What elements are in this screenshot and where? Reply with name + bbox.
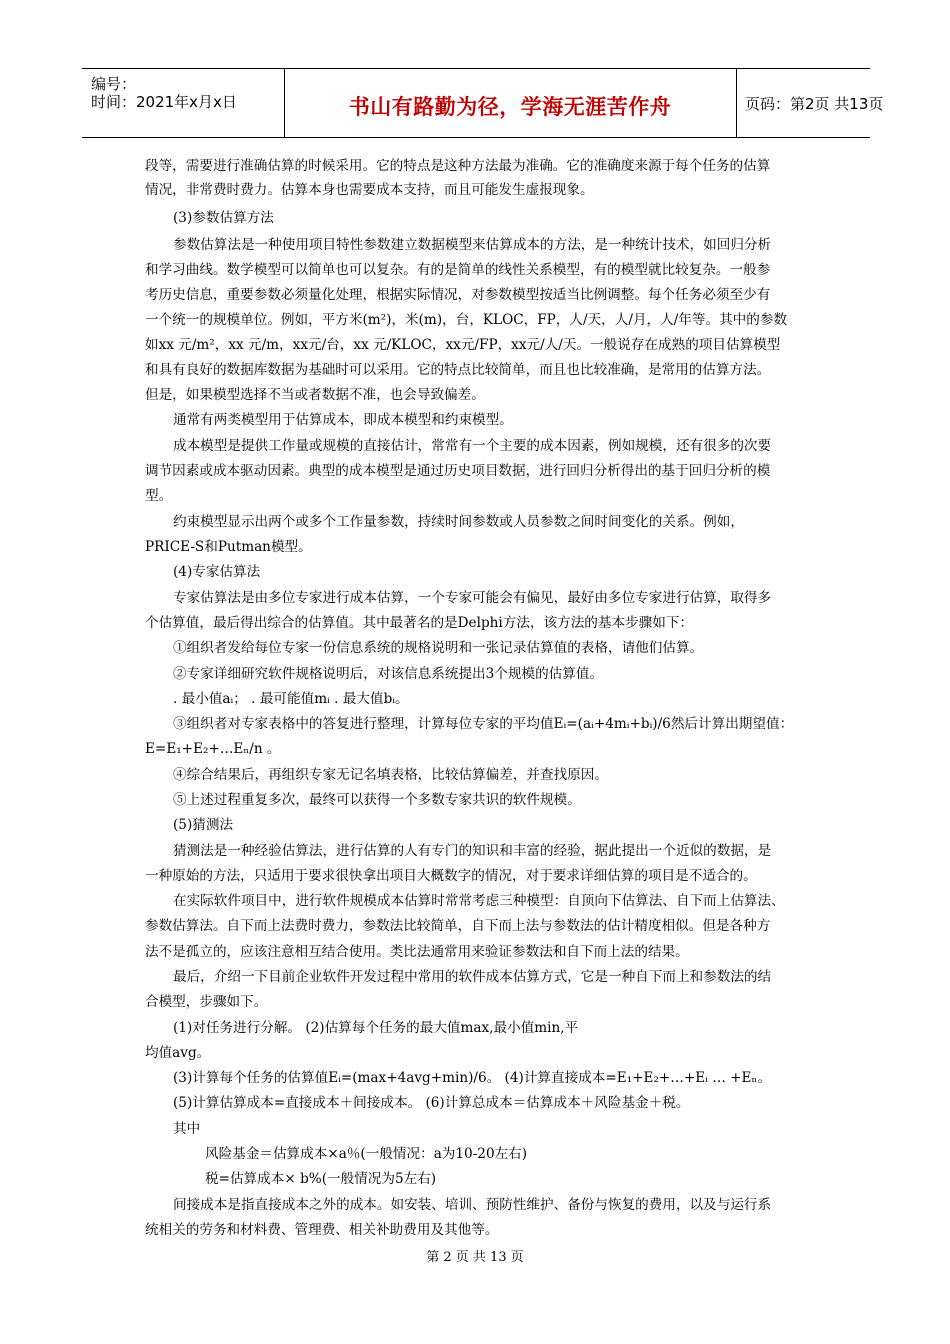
list-item: 均值avg。	[145, 1045, 211, 1061]
list-item: ②专家详细研究软件规格说明后，对该信息系统提出3个规模的估算值。	[173, 666, 604, 682]
body-line: 间接成本是指直接成本之外的成本。如安装、培训、预防性维护、备份与恢复的费用，以及与运行系	[173, 1197, 772, 1213]
body-line: 调节因素或成本驱动因素。典型的成本模型是通过历史项目数据，进行回归分析得出的基于回归分析的模	[145, 463, 771, 479]
body-line: 成本模型是提供工作量或规模的直接估计，常常有一个主要的成本因素，例如规模，还有很多的次要	[173, 438, 772, 454]
body-line: 一种原始的方法，只适用于要求很快拿出项目大概数字的情况，对于要求详细估算的项目是不适合的。	[145, 868, 757, 884]
header-info-cell	[82, 69, 285, 137]
list-item: (1)对任务进行分解。 (2)估算每个任务的最大值max,最小值min,平	[173, 1020, 579, 1036]
list-item: ③组织者对专家表格中的答复进行整理，计算每位专家的平均值Eᵢ=(aᵢ+4mᵢ+bᵢ)/6然后计算出期望值：	[173, 716, 794, 732]
page-header	[82, 68, 884, 138]
formula-line: 风险基金＝估算成本×a％(一般情况：a为10-20左右)	[205, 1146, 528, 1162]
section-heading: (5)猜测法	[173, 817, 234, 833]
document-number-label: 编号：	[91, 75, 137, 93]
list-item: ①组织者发给每位专家一份信息系统的规格说明和一张记录估算值的表格，请他们估算。	[173, 640, 704, 656]
page-footer: 第 2 页 共 13 页	[426, 1250, 524, 1265]
list-item: ⑤上述过程重复多次，最终可以获得一个多数专家共识的软件规模。	[173, 792, 581, 808]
section-heading: (4)专家估算法	[173, 564, 261, 580]
formula-line: E=E₁+E₂+…Eₙ/n 。	[145, 741, 281, 757]
header-page-cell	[736, 69, 884, 137]
body-line: 约束模型显示出两个或多个工作量参数，持续时间参数或人员参数之间时间变化的关系。例如，	[173, 514, 744, 530]
body-line: 考历史信息，重要参数必须量化处理，根据实际情况，对参数模型按适当比例调整。每个任务必须至少有	[145, 287, 771, 303]
list-item: (5)计算估算成本=直接成本＋间接成本。 (6)计算总成本＝估算成本＋风险基金＋税。	[173, 1095, 690, 1111]
section-heading: (3)参数估算方法	[173, 210, 274, 226]
body-line: 参数估算法。自下而上法费时费力，参数法比较简单，自下而上法与参数法的估计精度相似。但是各种方	[145, 918, 771, 934]
body-line: 如xx 元/m²，xx 元/m，xx元/台，xx 元/KLOC，xx元/FP，xx元/人/天。一般说存在成熟的项目估算模型	[145, 337, 781, 353]
formula-line: 税=估算成本× b%(一般情况为5左右)	[205, 1171, 437, 1187]
body-line: 猜测法是一种经验估算法，进行估算的人有专门的知识和丰富的经验，据此提出一个近似的数据，是	[173, 843, 772, 859]
document-time-label: 时间：2021年x月x日	[91, 93, 237, 111]
list-item: (3)计算每个任务的估算值Eᵢ=(max+4avg+min)/6。 (4)计算直接成本=E₁+E₂+…+Eᵢ … +Eₙ。	[173, 1070, 771, 1086]
header-motto-cell	[284, 69, 737, 137]
body-line: 统相关的劳务和材料费、管理费、相关补助费用及其他等。	[145, 1222, 499, 1238]
list-item: . 最小值aᵢ； . 最可能值mᵢ . 最大值bᵢ。	[173, 691, 409, 707]
body-line: 最后，介绍一下目前企业软件开发过程中常用的软件成本估算方式，它是一种自下而上和参数法的结	[173, 969, 772, 985]
body-line: 和学习曲线。数学模型可以简单也可以复杂。有的是简单的线性关系模型，有的模型就比较复杂。一般参	[145, 262, 771, 278]
header-page-number: 页码：第2页 共13页	[745, 95, 884, 113]
body-line: 个估算值，最后得出综合的估算值。其中最著名的是Delphi方法，该方法的基本步骤如下：	[145, 615, 694, 631]
body-line: 专家估算法是由多位专家进行成本估算，一个专家可能会有偏见，最好由多位专家进行估算，取得多	[173, 590, 772, 606]
header-motto: 书山有路勤为径，学海无涯苦作舟	[348, 95, 672, 119]
body-line: 法不是孤立的，应该注意相互结合使用。类比法通常用来验证参数法和自下而上法的结果。	[145, 944, 689, 960]
body-line: 段等，需要进行准确估算的时候采用。它的特点是这种方法最为准确。它的准确度来源于每个任务的估算	[145, 158, 771, 174]
body-line: 型。	[145, 488, 173, 504]
body-line: 合模型，步骤如下。	[145, 994, 268, 1010]
body-line: PRICE-S和Putman模型。	[145, 539, 312, 555]
body-line: 但是，如果模型选择不当或者数据不准，也会导致偏差。	[145, 387, 485, 403]
body-line: 情况，非常费时费力。估算本身也需要成本支持，而且可能发生虚报现象。	[145, 182, 594, 198]
list-item: ④综合结果后，再组织专家无记名填表格，比较估算偏差，并查找原因。	[173, 767, 608, 783]
body-line: 一个统一的规模单位。例如，平方米(m²)，米(m)，台，KLOC，FP，人/天，人/月，人/年等。其中的参数	[145, 312, 788, 328]
body-line: 参数估算法是一种使用项目特性参数建立数据模型来估算成本的方法，是一种统计技术，如回归分析	[173, 237, 772, 253]
body-line: 在实际软件项目中，进行软件规模成本估算时常常考虑三种模型：自顶向下估算法、自下而上估算法、	[173, 893, 785, 909]
body-line: 通常有两类模型用于估算成本，即成本模型和约束模型。	[173, 412, 513, 428]
body-line: 其中	[173, 1121, 201, 1137]
body-line: 和具有良好的数据库数据为基础时可以采用。它的特点比较简单，而且也比较准确，是常用的估算方法。	[145, 362, 771, 378]
